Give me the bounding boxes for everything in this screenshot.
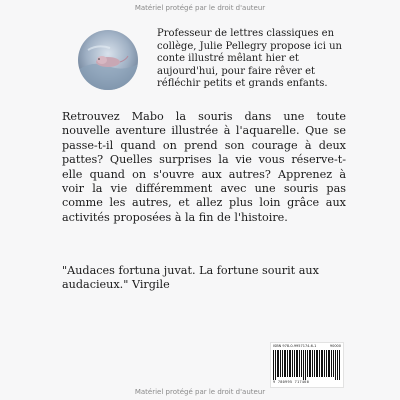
isbn-barcode (270, 342, 344, 388)
book-description: Retrouvez Mabo la souris dans une toute nouvelle aventure illustrée à l'aquarelle. Que se passe-t-il quand on prend son courage à deux pattes? Quelles surprises la vie vous réserve-t-elle quand on s'ouvre aux autres? Apprenez à voir la vie différemment avec une souris pas comme les autres, et allez plus loin grâce aux activités proposées à la fin de l'histoire. (62, 110, 346, 224)
barcode-digits: 9 780995 717460 (273, 380, 310, 384)
author-bio: Professeur de lettres classiques en collège, Julie Pellegry propose ici un conte illustré mêlant hier et aujourd'hui, pour faire rêver et réfléchir petits et grands enfants. (157, 28, 342, 90)
isbn-label: ISBN 978-0-9957174-6-1 (273, 344, 317, 348)
epigraph-quote: "Audaces fortuna juvat. La fortune sourit aux audacieux." Virgile (62, 264, 319, 292)
copyright-notice-bottom: Matériel protégé par le droit d'auteur (134, 388, 266, 396)
author-portrait-image (78, 30, 138, 90)
price-code: 90000 (329, 344, 341, 348)
copyright-notice-top: Matériel protégé par le droit d'auteur (134, 4, 266, 12)
barcode-bars (273, 350, 341, 380)
